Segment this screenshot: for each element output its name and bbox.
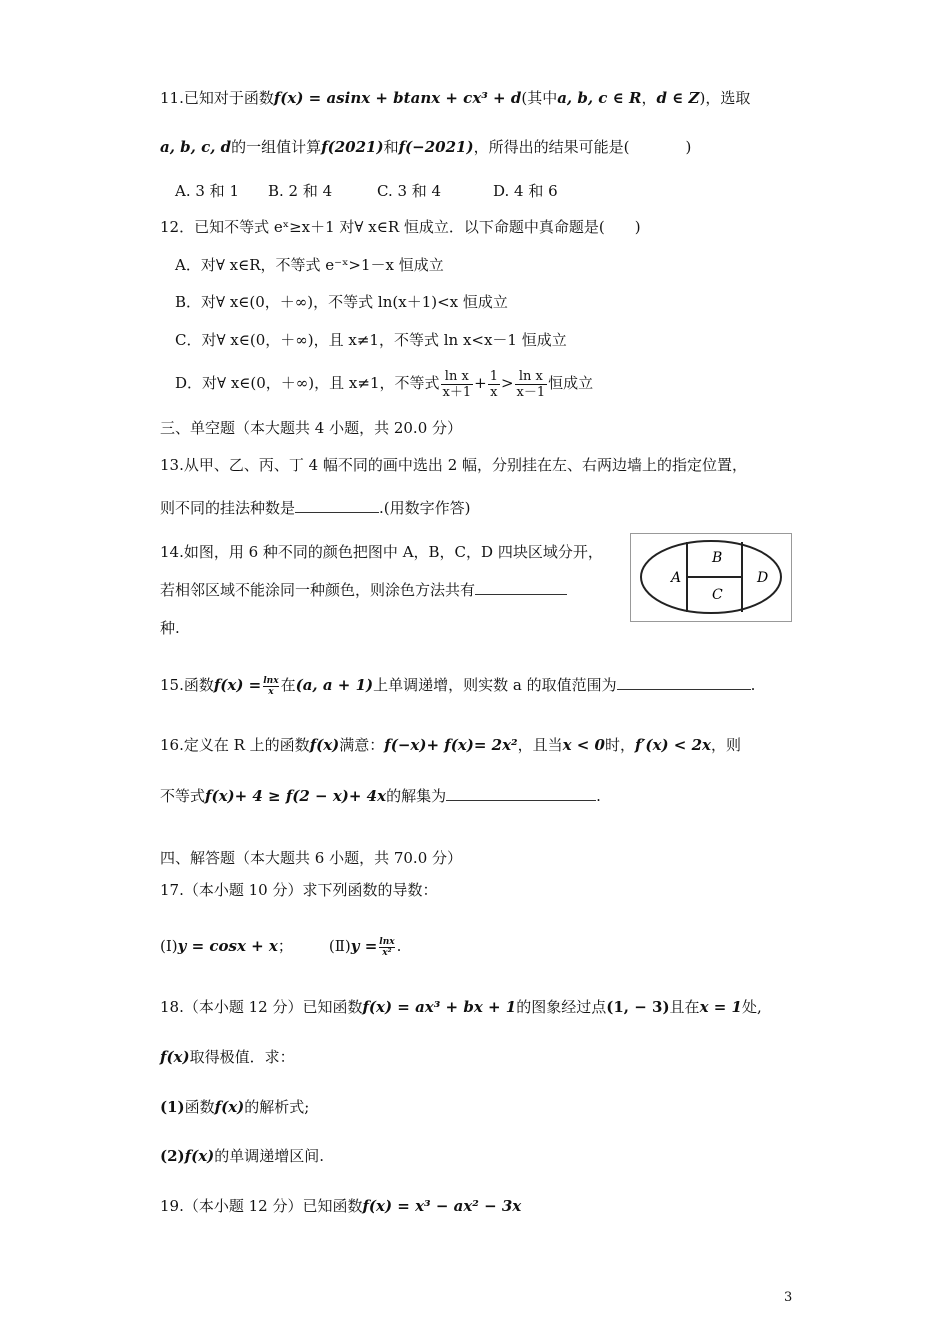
answer-blank[interactable] <box>475 580 567 595</box>
text: ； <box>277 937 293 955</box>
text: 恒成立 <box>548 374 594 392</box>
text: ，则 <box>710 736 741 754</box>
math: f(−2021) <box>398 138 474 156</box>
text: 函数 <box>184 1098 215 1116</box>
text: 和 <box>383 138 399 156</box>
math: f(x) = <box>213 676 262 694</box>
math: f(x) <box>214 1098 245 1116</box>
text: . <box>596 787 601 805</box>
answer-blank[interactable] <box>446 786 596 801</box>
text: 时， <box>605 736 636 754</box>
q13-line2 <box>160 498 471 518</box>
region-b-label: B <box>712 550 723 566</box>
math: f(x)+ 4 ≥ f(2 − x)+ 4x <box>205 787 387 805</box>
q16-line1 <box>160 735 741 755</box>
math: d ∈ Z <box>656 89 700 107</box>
math: (1, − 3) <box>606 998 670 1016</box>
math: x < 0 <box>562 736 605 754</box>
text: 处, <box>741 998 762 1016</box>
denominator: x <box>490 384 498 400</box>
text: .(用数字作答) <box>379 499 471 517</box>
text: + <box>474 374 487 392</box>
text: (2) <box>160 1147 185 1165</box>
text: 15.函数 <box>160 676 214 694</box>
text: 上单调递增，则实数 a 的取值范围为 <box>373 676 617 694</box>
math: a, b, c ∈ R <box>557 89 642 107</box>
denominator: x＋1 <box>442 384 472 400</box>
math: y = <box>350 937 378 955</box>
text: (1) <box>160 1098 185 1116</box>
q12-option-d <box>175 364 593 402</box>
math: x = 1 <box>699 998 742 1016</box>
math: f(−x)+ f(x)= 2x² <box>384 736 518 754</box>
q15-line <box>160 672 755 698</box>
region-c-label: C <box>712 587 723 603</box>
text: 的图象经过点 <box>516 998 607 1016</box>
q17-parts <box>160 932 401 960</box>
fraction <box>263 676 278 697</box>
math: y = cosx + x <box>177 937 278 955</box>
page-number: 3 <box>784 1290 793 1305</box>
text: ，且当 <box>517 736 563 754</box>
q12-option-b: B．对∀ x∈(0，＋∞)，不等式 ln(x＋1)<x 恒成立 <box>175 293 508 311</box>
text: 的一组值计算 <box>231 138 322 156</box>
section-4-heading: 四、解答题（本大题共 6 小题，共 70.0 分） <box>160 849 463 867</box>
denominator: x－1 <box>516 384 546 400</box>
q19-line <box>160 1196 521 1216</box>
math: f(x) <box>160 1048 190 1066</box>
text: > <box>500 374 514 392</box>
text: . <box>750 676 756 694</box>
q12-option-c: C．对∀ x∈(0，＋∞)，且 x≠1，不等式 ln x<x－1 恒成立 <box>175 331 567 349</box>
text: 的解析式; <box>244 1098 310 1116</box>
numerator: ln x <box>441 369 474 385</box>
text: 在 <box>280 676 296 694</box>
q14-line2 <box>160 580 567 600</box>
text: 16.定义在 R 上的函数 <box>160 736 310 754</box>
text: D．对∀ x∈(0，＋∞)，且 x≠1，不等式 <box>175 374 440 392</box>
q11-option-c: C. 3 和 4 <box>377 182 442 200</box>
text: 11.已知对于函数 <box>160 89 274 107</box>
q11-option-d: D. 4 和 6 <box>493 182 558 200</box>
q18-line2 <box>160 1047 295 1067</box>
q12-option-a: A．对∀ x∈R，不等式 e⁻ˣ>1－x 恒成立 <box>175 256 444 274</box>
text: ) <box>685 138 692 156</box>
q11-option-a: A. 3 和 1 <box>175 182 239 200</box>
math: f(x) = ax³ + bx + 1 <box>362 998 517 1016</box>
math: f′(x) < 2x <box>635 736 711 754</box>
fraction <box>379 937 394 958</box>
q18-line1 <box>160 997 762 1017</box>
q11-line1 <box>160 88 750 108</box>
q11-option-b: B. 2 和 4 <box>268 182 333 200</box>
region-a-label: A <box>671 570 682 586</box>
math: (a, a + 1) <box>295 676 374 694</box>
math: f(x) <box>309 736 340 754</box>
q18-item2 <box>160 1146 324 1166</box>
math: a, b, c, d <box>160 138 232 156</box>
region-diagram <box>630 533 792 622</box>
numerator: lnx <box>263 675 279 686</box>
q16-line2 <box>160 786 601 806</box>
math: f(x) <box>184 1147 215 1165</box>
text: 19.（本小题 12 分）已知函数 <box>160 1197 363 1215</box>
q14-line1: 14.如图，用 6 种不同的颜色把图中 A，B，C，D 四块区域分开， <box>160 543 603 561</box>
text: ， <box>641 89 657 107</box>
text: ，所得出的结果可能是( <box>473 138 630 156</box>
numerator: lnx <box>379 936 395 947</box>
q13-line1: 13.从甲、乙、丙、丁 4 幅不同的画中选出 2 幅，分别挂在左、右两边墙上的指定位置， <box>160 456 748 474</box>
fraction <box>488 369 500 400</box>
answer-blank[interactable] <box>617 675 751 690</box>
fraction <box>441 369 474 400</box>
text: (Ⅱ) <box>328 937 351 955</box>
text: 则不同的挂法种数是 <box>160 499 296 517</box>
text: (Ⅰ) <box>160 937 178 955</box>
q17-stem: 17.（本小题 10 分）求下列函数的导数： <box>160 881 438 899</box>
text: 不等式 <box>160 787 206 805</box>
denominator: x <box>268 686 274 697</box>
text: 的单调递增区间. <box>214 1147 325 1165</box>
text: (其中 <box>521 89 558 107</box>
q11-line2 <box>160 137 691 157</box>
q18-item1 <box>160 1097 309 1117</box>
math: f(2021) <box>321 138 384 156</box>
q14-line3: 种. <box>160 619 180 637</box>
text: . <box>396 937 402 955</box>
numerator: 1 <box>489 368 498 384</box>
text: )，选取 <box>699 89 751 107</box>
fraction <box>515 369 548 400</box>
region-diagram-svg <box>631 534 791 621</box>
text: 满意： <box>339 736 385 754</box>
region-d-label: D <box>757 570 769 586</box>
math: f(x) = asinx + btanx + cx³ + d <box>273 89 522 107</box>
denominator: x² <box>382 947 392 958</box>
section-3-heading: 三、单空题（本大题共 4 小题，共 20.0 分） <box>160 419 463 437</box>
text: 18.（本小题 12 分）已知函数 <box>160 998 363 1016</box>
numerator: ln x <box>515 369 548 385</box>
text: 取得极值．求： <box>189 1048 295 1066</box>
math: f(x) = x³ − ax² − 3x <box>362 1197 522 1215</box>
text: 且在 <box>669 998 700 1016</box>
text: 的解集为 <box>386 787 447 805</box>
q12-stem: 12．已知不等式 eˣ≥x＋1 对∀ x∈R 恒成立．以下命题中真命题是( ) <box>160 218 641 236</box>
answer-blank[interactable] <box>295 498 379 513</box>
text: 若相邻区域不能涂同一种颜色，则涂色方法共有 <box>160 581 476 599</box>
